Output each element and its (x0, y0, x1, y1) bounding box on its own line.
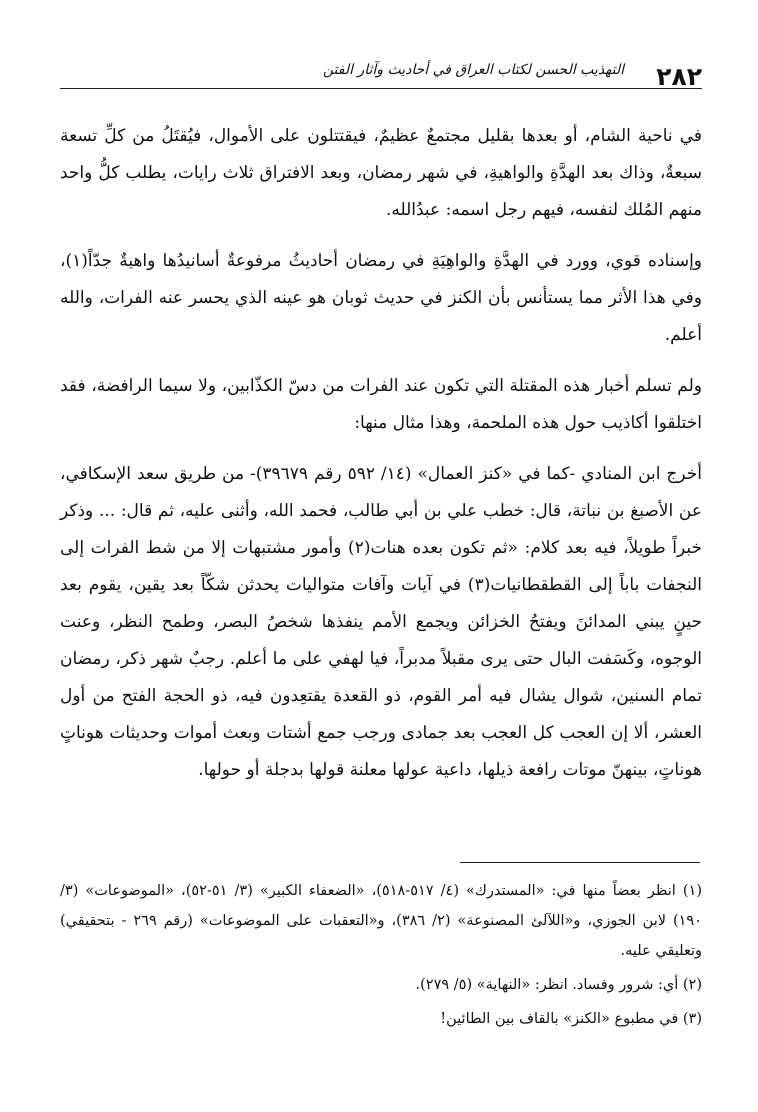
footnote: (٣) في مطبوع «الكنز» بالقاف بين الطائين! (440, 1011, 702, 1027)
footnote: (١) انظر بعضاً منها في: «المستدرك» (٤/ ٥١٧-٥١٨)، «الضعفاء الكبير» (٣/ ٥١-٥٢)، «الموضوعات» (٣/ ١٩٠) لابن الجوزي، و«اللآلئ المصنوعة» (٢/ ٣٨٦)، و«التعقبات على الموضوعات» (رقم ٢٦٩ - بتحقيقي) وتعليقي عليه. (60, 883, 703, 959)
footnote: (٢) أي: شرور وفساد. انظر: «النهاية» (٥/ ٢٧٩). (415, 977, 702, 993)
paragraph: ولم تسلم أخبار هذه المقتلة التي تكون عند الفرات من دسّ الكذّابين، ولا سيما الرافضة، فقد اختلقوا أكاذيب حول هذه الملحمة، وهذا مثال منها: (60, 376, 702, 433)
body-text (60, 118, 702, 803)
running-title: التهذيب الحسن لكتاب العراق في أحاديث وآثار الفتن (322, 62, 624, 78)
footnote-separator (460, 862, 700, 863)
footnotes (60, 876, 702, 1038)
paragraph: في ناحية الشام، أو بعدها بقليل مجتمعٌ عظيمٌ، فيقتتلون على الأموال، فيُقتَلُ من كلِّ تسعة سبعةٌ، وذاك بعد الهدَّةِ والواهيةِ، في شهر رمضان، وبعد الافتراق ثلاث رايات، يطلب كلُّ واحد منهم المُلك لنفسه، فيهم رجل اسمه: عبدُالله. (60, 126, 702, 220)
header-rule (60, 88, 702, 89)
page-number: ٢٨٢ (656, 62, 702, 91)
paragraph: وإسناده قوي، وورد في الهدَّةِ والواهِيَةِ في رمضان أحاديثُ مرفوعةٌ أسانيدُها واهيةٌ جدّاً(١)، وفي هذا الأثر مما يستأنس بأن الكنز في حديث ثوبان هو عينه الذي يحسر عنه الفرات، والله أعلم. (60, 251, 702, 345)
paragraph: أخرج ابن المنادي -كما في «كنز العمال» (١٤/ ٥٩٢ رقم ٣٩٦٧٩)- من طريق سعد الإسكافي، عن الأصبغ بن نباتة، قال: خطب علي بن أبي طالب، فحمد الله، وأثنى عليه، ثم قال: ... وذكر خبراً طويلاً، فيه بعد كلام: «ثم تكون بعده هنات(٢) وأمور مشتبهات إلا من شط الفرات إلى النجفات باباً إلى القطقطانيات(٣) في آيات وآفات متواليات يحدثن شكّاً بعد يقين، يقوم بعد حينٍ يبني المدائنَ ويفتحُ الخزائن ويجمع الأمم ينفذها شخصُ البصر، وطمح النظر، وعنت الوجوه، وكَسَفت البال حتى يرى مقبلاً مدبراً، فيا لهفي على ما أعلم. رجبٌ شهر ذكر، رمضان تمام السنين، شوال يشال فيه أمر القوم، ذو القعدة يقتعِدون فيه، ذو الحجة الفتح من أول العشر، ألا إن العجب كل العجب بعد جمادى ورجب جمع أشتات وبعث أموات وحديثات هوناتٍ هوناتٍ، بينهنّ موتات رافعة ذيلها، داعية عولها معلنة قولها بدجلة أو حولها. (60, 464, 703, 780)
page-header (60, 56, 702, 92)
